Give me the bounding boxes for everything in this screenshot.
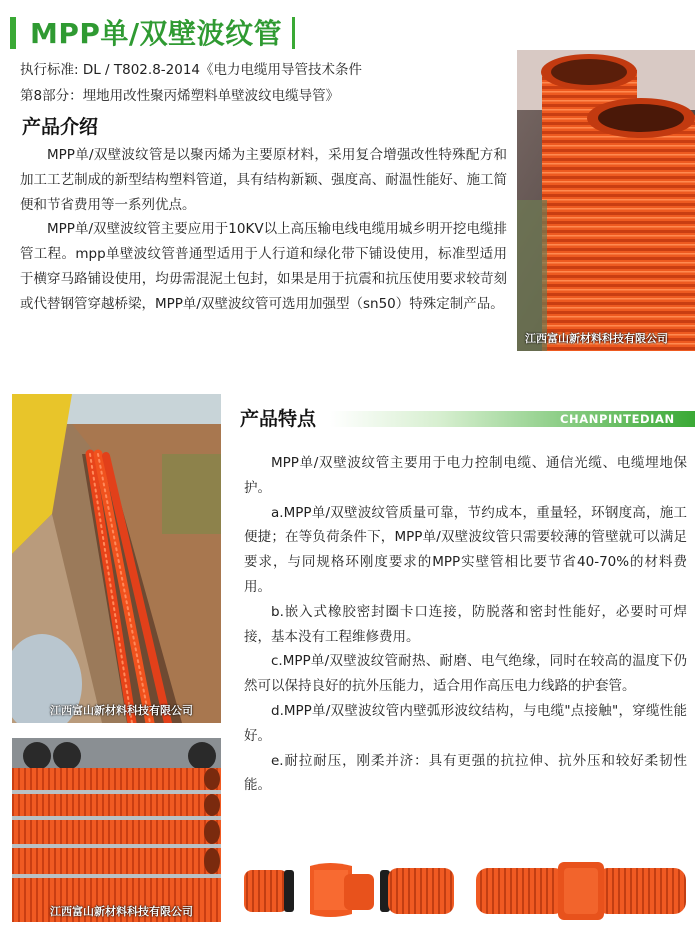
- photo-watermark: 江西富山新材料科技有限公司: [525, 332, 668, 345]
- feature-paragraph: c.MPP单/双壁波纹管耐热、耐磨、电气绝缘，同时在较高的温度下仍然可以保持良好的抗外压能力，适合用作高压电力线路的护套管。: [244, 653, 687, 695]
- features-heading: 产品特点: [240, 408, 317, 430]
- photo-coupling-parts: [240, 852, 458, 927]
- photo-stacked-pipes: [12, 738, 221, 922]
- page-title: MPP单/双壁波纹管: [30, 17, 283, 50]
- feature-paragraph: d.MPP单/双壁波纹管内壁弧形波纹结构，与电缆"点接触"，穿缆性能好。: [244, 702, 687, 744]
- photo-watermark: 江西富山新材料科技有限公司: [50, 704, 193, 717]
- feature-paragraph: b.嵌入式橡胶密封圈卡口连接，防脱落和密封性能好，必要时可焊接，基本没有工程维修费用。: [244, 603, 687, 645]
- photo-watermark: 江西富山新材料科技有限公司: [50, 905, 193, 918]
- photo-coupling-assembled: [474, 852, 688, 927]
- photo-pipe-closeup: [517, 50, 695, 351]
- intro-paragraph: MPP单/双壁波纹管是以聚丙烯为主要原材料，采用复合增强改性特殊配方和加工工艺制成的新型结构塑料管道，具有结构新颖、强度高、耐温性能好、施工简便和节省费用等一系列优点。: [20, 147, 507, 213]
- standard-line-2: 第8部分：埋地用改性聚丙烯塑料单壁波纹电缆导管》: [20, 88, 340, 104]
- features-heading-en: CHANPINTEDIAN: [560, 412, 675, 426]
- intro-paragraph: MPP单/双壁波纹管主要应用于10KV以上高压输电线电缆用城乡明开挖电缆排管工程。mpp单壁波纹管普通型适用于人行道和绿化带下铺设使用，标准型适用于横穿马路铺设使用，均毋需混泥土包封，如果是用于抗震和抗压使用要求较苛刻或代替钢管穿越桥梁，MPP单/双壁波纹管可选用加强型（sn50）特殊定制产品。: [20, 221, 507, 312]
- intro-body: [20, 143, 507, 317]
- feature-paragraph: a.MPP单/双壁波纹管质量可靠，节约成本，重量轻，环钢度高，施工便捷；在等负荷条件下，MPP单/双壁波纹管只需要较薄的管壁就可以满足要求，与同规格环刚度要求的MPP实壁管相比要节省40-70%的材料费用。: [244, 504, 687, 595]
- photo-trench-installation: [12, 394, 221, 723]
- title-accent-bar-right: [292, 17, 295, 49]
- standard-line-1: 执行标准: DL / T802.8-2014《电力电缆用导管技术条件: [20, 62, 363, 78]
- intro-heading: 产品介绍: [22, 116, 99, 138]
- feature-paragraph: MPP单/双壁波纹管主要用于电力控制电缆、通信光缆、电缆埋地保护。: [244, 455, 687, 496]
- title-accent-bar: [10, 17, 16, 49]
- feature-paragraph: e.耐拉耐压，刚柔并济：具有更强的抗拉伸、抗外压和较好柔韧性能。: [244, 752, 687, 794]
- features-body: [244, 451, 687, 798]
